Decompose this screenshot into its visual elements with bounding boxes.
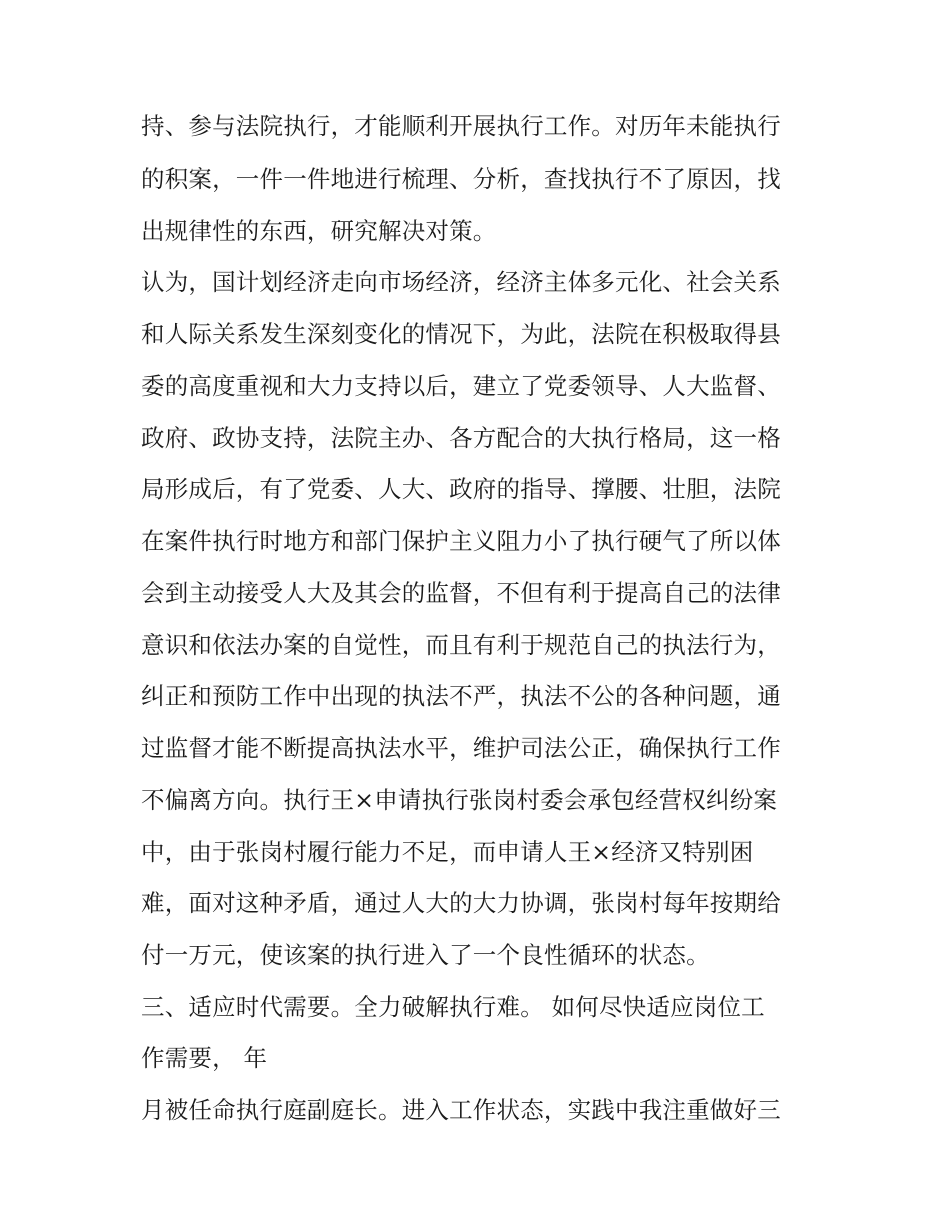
text-line: 局形成后，有了党委、人大、政府的指导、撑腰、壮胆，法院 [141,475,781,503]
text-line: 认为，国计划经济走向市场经济，经济主体多元化、社会关系 [141,268,781,296]
text-line: 难，面对这种矛盾，通过人大的大力协调，张岗村每年按期给 [141,889,781,917]
text-line: 和人际关系发生深刻变化的情况下，为此，法院在积极取得县 [141,320,781,348]
text-line: 三、适应时代需要。全力破解执行难。 如何尽快适应岗位工 [141,993,765,1021]
text-line: 月被任命执行庭副庭长。进入工作状态，实践中我注重做好三 [141,1096,781,1124]
text-line: 不偏离方向。执行王×申请执行张岗村委会承包经营权纠纷案 [141,786,778,814]
text-line: 会到主动接受人大及其会的监督，不但有利于提高自己的法律 [141,579,781,607]
text-line: 委的高度重视和大力支持以后，建立了党委领导、人大监督、 [141,372,781,400]
text-line: 在案件执行时地方和部门保护主义阻力小了执行硬气了所以体 [141,527,781,555]
text-line: 付一万元，使该案的执行进入了一个良性循环的状态。 [141,941,710,969]
text-line: 意识和依法办案的自觉性，而且有利于规范自己的执法行为， [141,631,781,659]
text-line: 过监督才能不断提高执法水平，维护司法公正，确保执行工作 [141,734,781,762]
text-line: 政府、政协支持，法院主办、各方配合的大执行格局，这一格 [141,424,781,452]
text-line: 作需要， 年 [141,1044,268,1072]
text-line: 中，由于张岗村履行能力不足，而申请人王×经济又特别困 [141,838,754,866]
text-line: 纠正和预防工作中出现的执法不严，执法不公的各种问题，通 [141,682,781,710]
text-line: 的积案，一件一件地进行梳理、分析，查找执行不了原因，找 [141,165,781,193]
text-line: 持、参与法院执行，才能顺利开展执行工作。对历年未能执行 [141,112,781,140]
text-line: 出规律性的东西，研究解决对策。 [141,217,497,245]
